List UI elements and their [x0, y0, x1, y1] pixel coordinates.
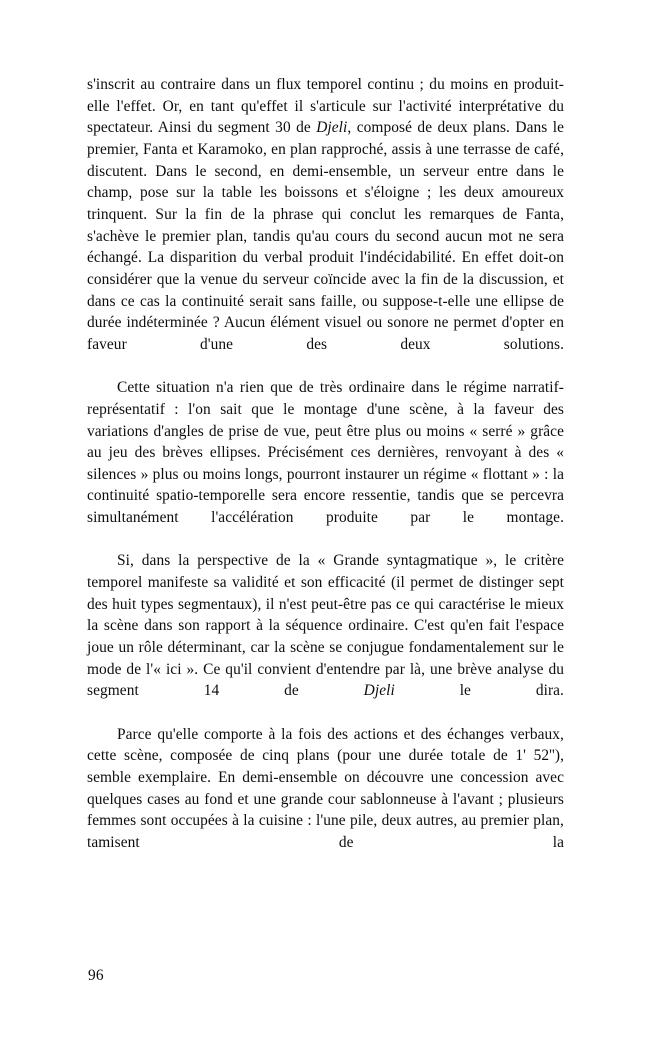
text-run: s'inscrit au contraire dans un flux temporel continu ; du moins en produit-elle l'effet. Or, en tant qu'effet il s'articule sur l'activité interprétative du spectateur. Ainsi du segment 30 de — [87, 76, 564, 137]
text-run: Cette situation n'a rien que de très ordinaire dans le régime narratif-représentatif : l'on sait que le montage d'une scène, à la faveur des variations d'angles de prise de vue, peut être plus ou moins « serré » grâce au jeu des brèves ellipses. Précisément ces dernières, renvoyant à des « silences » plus ou moins longs, pourront instaurer un régime « flottant » : la continuité spatio-temporelle sera encore ressentie, tandis que se percevra simultanément l'accélération produite par le montage. — [87, 379, 564, 527]
page-number: 96 — [88, 967, 104, 984]
paragraph — [87, 377, 564, 550]
italic-title: Djeli — [316, 119, 348, 137]
text-run: Parce qu'elle comporte à la fois des actions et des échanges verbaux, cette scène, composée de cinq plans (pour une durée totale de 1' 52''), semble exemplaire. En demi-ensemble on découvre une concession avec quelques cases au fond et une grande cour sablonneuse à l'avant ; plusieurs femmes sont occupées à la cuisine : l'une pile, deux autres, au premier plan, tamisent de la — [87, 725, 564, 851]
text-run: Si, dans la perspective de la « Grande syntagmatique », le critère temporel manifeste sa validité et son efficacité (il permet de distinger sept des huit types segmentaux), il n'est peut-être pas ce qui caractérise le mieux la scène dans son rapport à la séquence ordinaire. C'est qu'en fait l'espace joue un rôle déterminant, car la scène se conjugue fondamentalement sur le mode de l'« ici ». Ce qu'il convient d'entendre par là, une brève analyse du segment 14 de — [87, 552, 564, 700]
text-run: , composé de deux plans. Dans le premier, Fanta et Karamoko, en plan rapproché, assis à une terrasse de café, discutent. Dans le second, en demi-ensemble, un serveur entre dans le champ, pose sur la table les boissons et s'éloigne ; les deux amoureux trinquent. Sur la fin de la phrase qui conclut les remarques de Fanta, s'achève le premier plan, tandis qu'au cours du second aucun mot ne sera échangé. La disparition du verbal produit l'indécidabilité. En effet doit-on considérer que la venue du serveur coïncide avec la fin de la discussion, et dans ce cas la continuité serait sans faille, ou suppose-t-elle une ellipse de durée indéterminée ? Aucun élément visuel ou sonore ne permet d'opter en faveur d'une des deux solutions. — [87, 119, 564, 353]
italic-title: Djeli — [363, 682, 395, 700]
paragraph — [87, 550, 564, 723]
paragraph — [87, 724, 564, 876]
paragraph — [87, 74, 564, 377]
body-text-block — [87, 74, 564, 875]
text-run: le dira. — [394, 682, 564, 700]
